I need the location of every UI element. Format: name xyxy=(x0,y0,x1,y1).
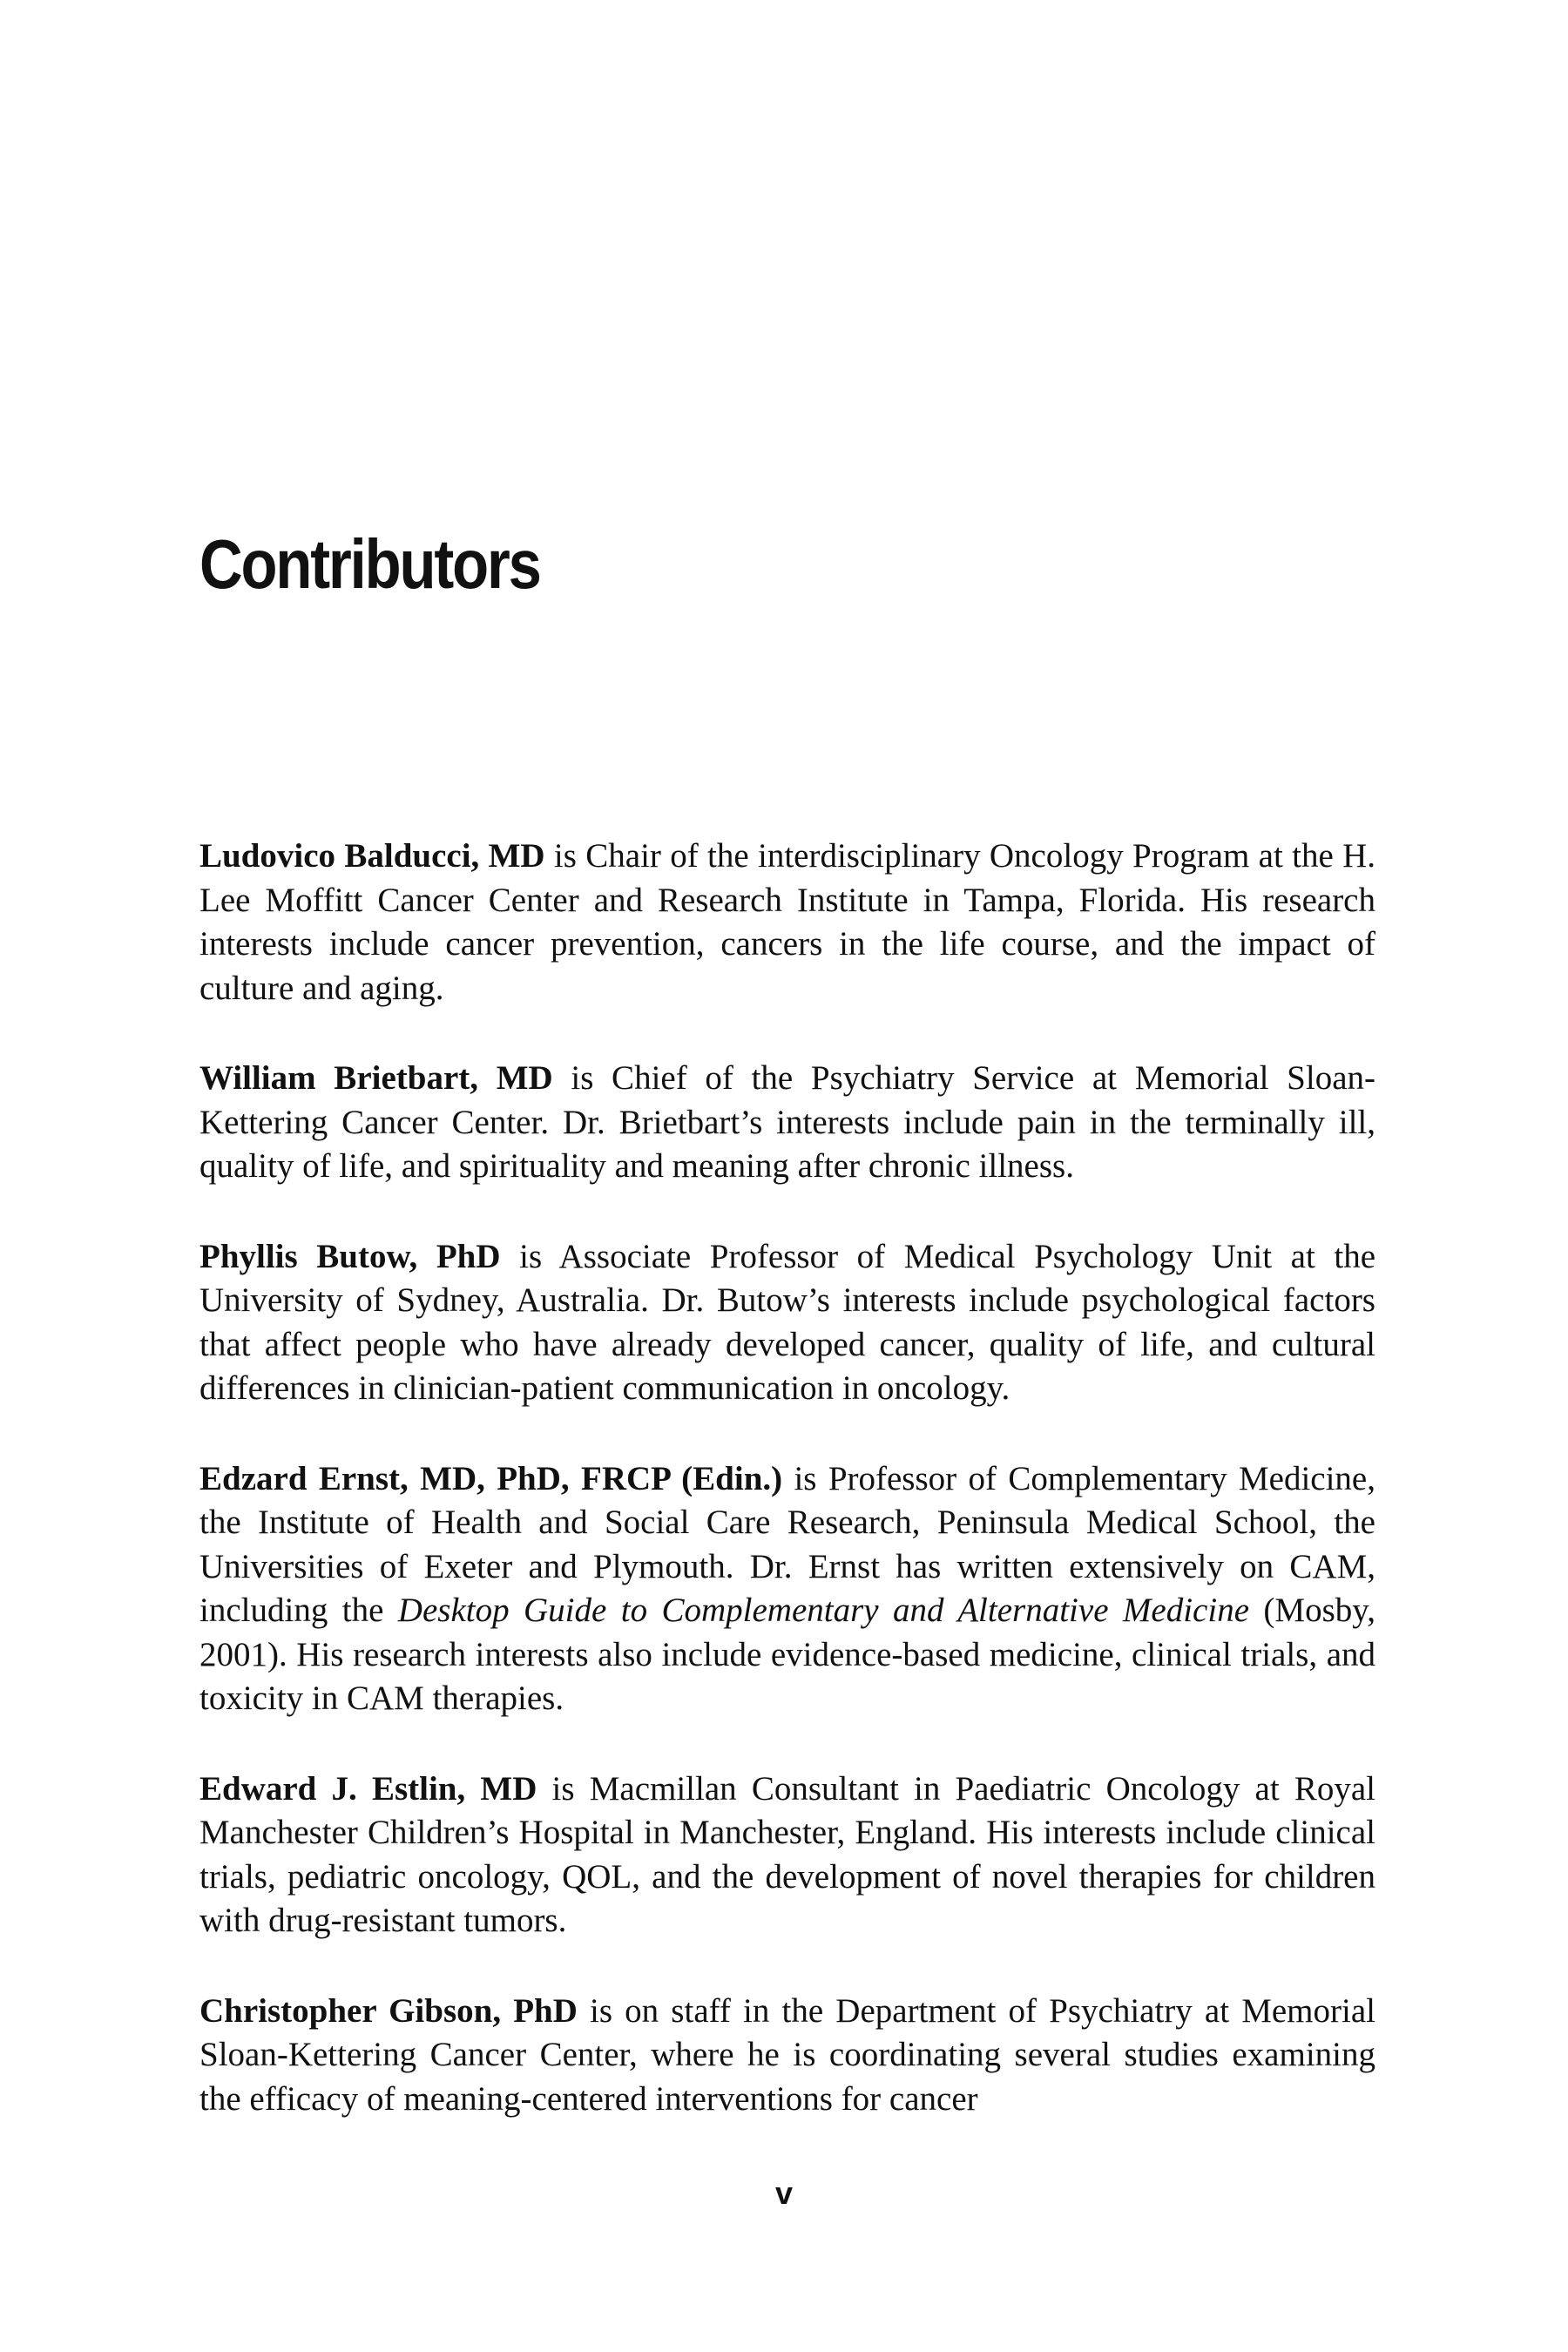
contributor-entry xyxy=(199,1457,1375,1721)
contributor-bio: is Associate Professor of Medical Psychology Unit at the University of Sydney, Australia. Dr. Butow’s interests include psychological factors that affect people who have already developed cancer, quality of life, and cultural differences in clinician-patient communication in oncology. xyxy=(199,1237,1376,1407)
contributor-bio: is Chief of the Psychiatry Service at Memorial Sloan-Kettering Cancer Center. Dr. Brietbart’s interests include pain in the terminally ill, quality of life, and spirituality and meaning after chronic illness. xyxy=(199,1059,1375,1185)
page-title: Contributors xyxy=(199,525,540,603)
contributor-name: Ludovico Balducci, MD xyxy=(199,837,545,875)
contributor-bio: is on staff in the Department of Psychiatry at Memorial Sloan-Kettering Cancer Center, where he is coordinating several studies examining the efficacy of meaning-centered interventions for cancer xyxy=(199,1991,1375,2118)
book-title: Desktop Guide to Complementary and Alternative Medicine xyxy=(397,1592,1250,1629)
contributor-name: Christopher Gibson, PhD xyxy=(199,1991,578,2030)
contributor-name: Edward J. Estlin, MD xyxy=(199,1769,537,1808)
contributor-entry xyxy=(199,1057,1375,1189)
contributors-list xyxy=(199,835,1375,2167)
contributor-bio-continued: (Mosby, 2001). His research interests also include evidence-based medicine, clinical trials, and toxicity in CAM therapies. xyxy=(199,1592,1375,1717)
contributor-name: William Brietbart, MD xyxy=(199,1059,553,1097)
contributor-name: Edzard Ernst, MD, PhD, FRCP (Edin.) xyxy=(199,1459,783,1497)
contributor-bio: is Macmillan Consultant in Paediatric Oncology at Royal Manchester Children’s Hospital in Manchester, England. His interests include clinical trials, pediatric oncology, QOL, and the development of novel therapies for children with drug-resistant tumors. xyxy=(199,1769,1376,1939)
contributor-bio: is Professor of Complementary Medicine, the Institute of Health and Social Care Research, Peninsula Medical School, the Universities of Exeter and Plymouth. Dr. Ernst has written extensively on CAM, including the xyxy=(199,1459,1375,1629)
contributor-entry xyxy=(199,835,1375,1010)
contributor-entry xyxy=(199,1767,1375,1943)
page-number: v xyxy=(774,2175,794,2211)
contributor-entry xyxy=(199,1235,1375,1411)
contributor-bio: is Chair of the interdisciplinary Oncology Program at the H. Lee Moffitt Cancer Center and Research Institute in Tampa, Florida. His research interests include cancer prevention, cancers in the life course, and the impact of culture and aging. xyxy=(199,837,1375,1007)
contributor-entry xyxy=(199,1990,1375,2122)
contributor-name: Phyllis Butow, PhD xyxy=(199,1237,501,1275)
